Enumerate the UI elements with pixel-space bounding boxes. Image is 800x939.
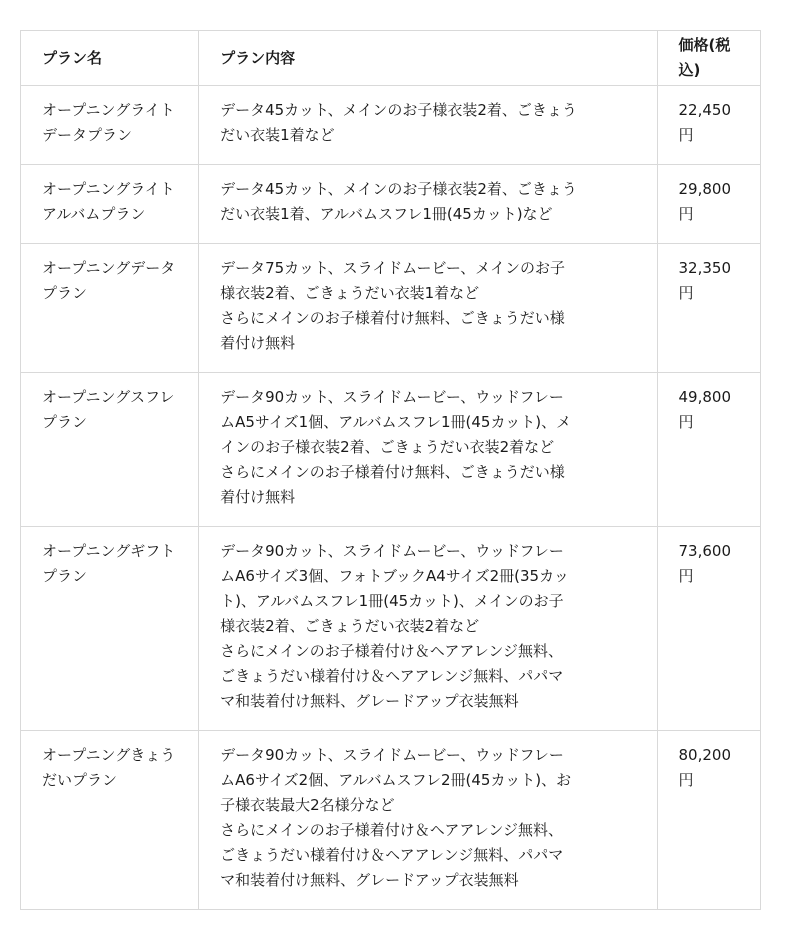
plan-name-cell (21, 373, 199, 527)
table-row (21, 244, 761, 373)
plan-content-line: データ45カット、メインのお子様衣装2着、ごきょう (220, 101, 577, 119)
plan-price-cell: 32,350円 (657, 244, 760, 373)
plan-content-line: ト)、アルバムスフレ1冊(45カット)、メインのお子 (220, 592, 564, 610)
plan-name-line: だいプラン (42, 771, 118, 789)
plan-content-cell (199, 244, 657, 373)
header-plan-content: プラン内容 (199, 31, 657, 86)
plan-content-line: ムA5サイズ1個、アルバムスフレ1冊(45カット)、メ (220, 413, 572, 431)
plan-content-line: マ和装着付け無料、グレードアップ衣装無料 (220, 871, 519, 889)
plan-content-line: ムA6サイズ3個、フォトブックA4サイズ2冊(35カッ (220, 567, 569, 585)
plan-content-line: 子様衣装最大2名様分など (220, 796, 395, 814)
plan-price-cell: 29,800円 (657, 165, 760, 244)
plan-name-cell (21, 244, 199, 373)
plan-content-line: データ75カット、スライドムービー、メインのお子 (220, 259, 565, 277)
plan-content-line: ムA6サイズ2個、アルバムスフレ2冊(45カット)、お (220, 771, 572, 789)
header-plan-name: プラン名 (21, 31, 199, 86)
plan-content-line: だい衣装1着、アルバムスフレ1冊(45カット)など (220, 205, 553, 223)
plan-content-line: データ45カット、メインのお子様衣装2着、ごきょう (220, 180, 577, 198)
plan-content-line: 様衣装2着、ごきょうだい衣装2着など (220, 617, 480, 635)
table-row (21, 165, 761, 244)
plan-name-line: オープニングギフト (42, 542, 176, 560)
plan-price-cell: 22,450円 (657, 86, 760, 165)
plan-content-cell (199, 527, 657, 731)
plan-content-line: マ和装着付け無料、グレードアップ衣装無料 (220, 692, 519, 710)
header-price: 価格(税込) (657, 31, 760, 86)
plan-price-cell: 49,800円 (657, 373, 760, 527)
table-row (21, 731, 761, 910)
plan-price-cell: 73,600円 (657, 527, 760, 731)
plan-name-line: オープニングスフレ (42, 388, 175, 406)
table-header-row (21, 31, 761, 86)
plan-content-line: インのお子様衣装2着、ごきょうだい衣装2着など (220, 438, 555, 456)
plan-name-cell (21, 165, 199, 244)
plan-content-line: データ90カット、スライドムービー、ウッドフレー (220, 746, 564, 764)
plan-name-line: オープニングライト (42, 101, 175, 119)
plan-content-line: データ90カット、スライドムービー、ウッドフレー (220, 542, 564, 560)
plan-content-line: さらにメインのお子様着付け＆ヘアアレンジ無料、 (220, 821, 563, 839)
plan-content-line: 様衣装2着、ごきょうだい衣装1着など (220, 284, 480, 302)
plan-name-line: プラン (42, 413, 88, 431)
plan-content-line: さらにメインのお子様着付け無料、ごきょうだい様 (220, 463, 565, 481)
plan-name-cell (21, 86, 199, 165)
plan-price-table (20, 30, 761, 910)
plan-content-line: データ90カット、スライドムービー、ウッドフレー (220, 388, 564, 406)
plan-name-line: プラン (42, 284, 88, 302)
plan-name-line: データプラン (42, 126, 133, 144)
table-row (21, 527, 761, 731)
plan-name-cell (21, 731, 199, 910)
plan-content-line: 着付け無料 (220, 334, 296, 352)
plan-content-line: 着付け無料 (220, 488, 296, 506)
plan-content-line: さらにメインのお子様着付け＆ヘアアレンジ無料、 (220, 642, 563, 660)
plan-content-cell (199, 165, 657, 244)
plan-price-cell: 80,200円 (657, 731, 760, 910)
plan-name-line: プラン (42, 567, 88, 585)
plan-name-cell (21, 527, 199, 731)
plan-content-cell (199, 731, 657, 910)
table-row (21, 86, 761, 165)
plan-name-line: オープニングきょう (42, 746, 176, 764)
plan-content-line: だい衣装1着など (220, 126, 335, 144)
plan-name-line: オープニングライト (42, 180, 175, 198)
plan-name-line: アルバムプラン (42, 205, 146, 223)
table-row (21, 373, 761, 527)
plan-name-line: オープニングデータ (42, 259, 176, 277)
plan-content-line: ごきょうだい様着付け＆ヘアアレンジ無料、パパマ (220, 846, 564, 864)
plan-content-cell (199, 373, 657, 527)
plan-content-cell (199, 86, 657, 165)
plan-content-line: さらにメインのお子様着付け無料、ごきょうだい様 (220, 309, 565, 327)
plan-content-line: ごきょうだい様着付け＆ヘアアレンジ無料、パパマ (220, 667, 564, 685)
